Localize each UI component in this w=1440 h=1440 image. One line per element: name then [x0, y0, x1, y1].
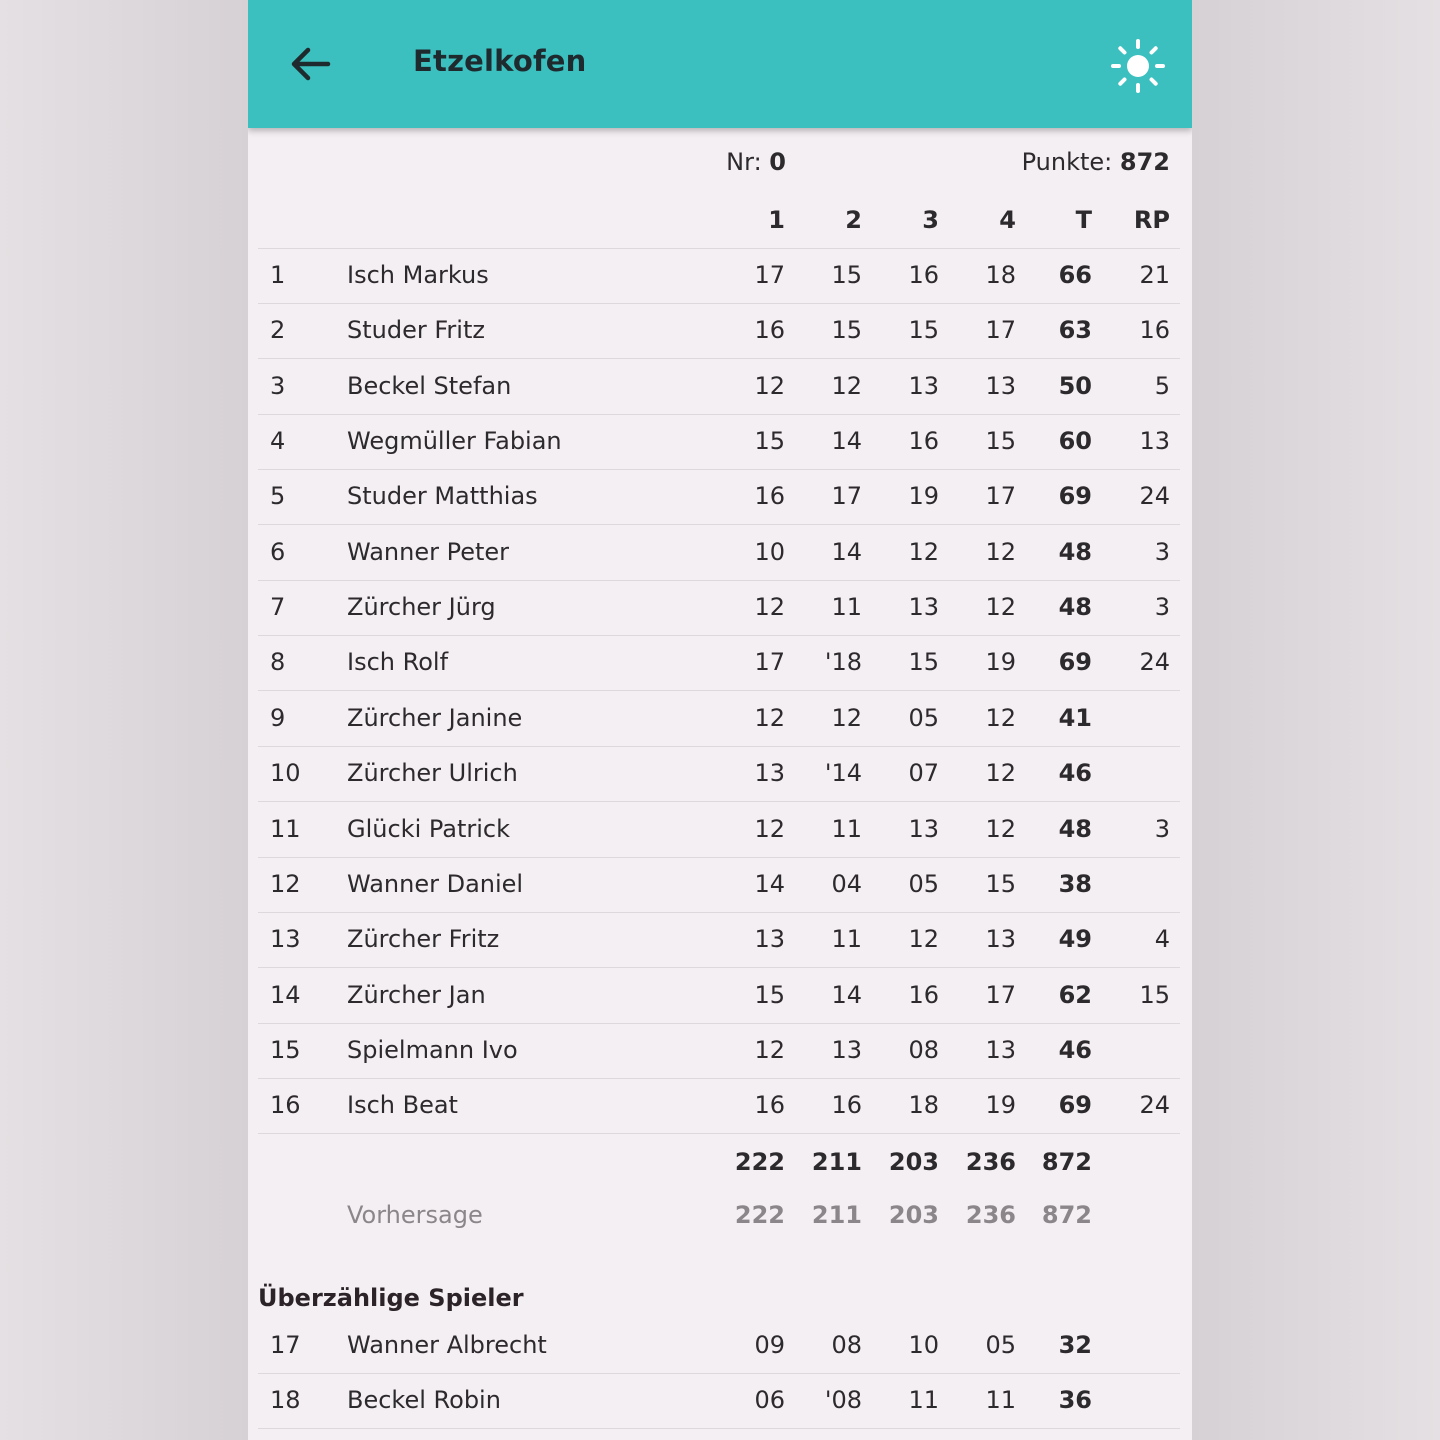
player-rank: 12	[270, 869, 301, 898]
round-2-score: 14	[831, 980, 862, 1009]
player-rank: 2	[270, 316, 286, 345]
background-left	[0, 0, 248, 1440]
round-2-score: 11	[831, 814, 862, 843]
player-rank: 7	[270, 593, 286, 622]
totals-row	[258, 1135, 1180, 1190]
nr-value: 0	[769, 148, 786, 176]
player-name: Zürcher Fritz	[347, 925, 500, 954]
round-4-score: 12	[985, 537, 1016, 566]
total-score: 69	[1058, 648, 1092, 677]
ranking-points: 4	[1154, 925, 1170, 954]
round-3-score: 19	[908, 482, 939, 511]
player-name: Zürcher Jan	[347, 980, 486, 1009]
table-row[interactable]	[258, 303, 1180, 359]
total-score: 48	[1058, 537, 1092, 566]
player-name: Wanner Peter	[347, 537, 510, 566]
total-score: 49	[1058, 925, 1092, 954]
total-round-4: 236	[965, 1148, 1016, 1176]
player-rank: 13	[270, 925, 301, 954]
round-3-score: 16	[908, 261, 939, 289]
round-1-score: 16	[754, 482, 785, 511]
punkte-label: Punkte:	[1021, 148, 1120, 176]
total-round-2: 211	[811, 1148, 862, 1176]
total-score: 69	[1058, 1091, 1092, 1120]
player-rank: 9	[270, 703, 286, 732]
round-3-score: 05	[908, 703, 939, 732]
player-rank: 15	[270, 1035, 301, 1064]
nr-summary	[726, 148, 786, 184]
round-2-score: 14	[831, 537, 862, 566]
app-screen	[248, 0, 1192, 1440]
round-4-score: 17	[985, 482, 1016, 511]
round-4-score: 18	[985, 261, 1016, 289]
extra-players-title: Überzählige Spieler	[258, 1284, 524, 1312]
column-header: RP	[1133, 206, 1170, 234]
round-1-score: 10	[754, 537, 785, 566]
player-rank: 5	[270, 482, 286, 511]
round-1-score: 12	[754, 1035, 785, 1064]
player-name: Wegmüller Fabian	[347, 427, 562, 456]
ranking-points: 3	[1154, 537, 1170, 566]
total-score: 38	[1058, 869, 1092, 898]
player-rank: 4	[270, 427, 286, 456]
round-1-score: 17	[754, 261, 785, 289]
player-rank: 10	[270, 759, 301, 788]
sun-icon	[1110, 38, 1166, 94]
nr-label: Nr:	[726, 148, 770, 176]
round-4-score: 12	[985, 703, 1016, 732]
round-2-score: 16	[831, 1091, 862, 1120]
round-4-score: 05	[985, 1331, 1016, 1359]
player-rank: 17	[270, 1331, 301, 1359]
round-3-score: 05	[908, 869, 939, 898]
punkte-summary	[1022, 148, 1170, 184]
total-score: 36	[1058, 1386, 1092, 1415]
player-name: Isch Markus	[347, 261, 489, 289]
round-1-score: 12	[754, 814, 785, 843]
table-row[interactable]	[258, 414, 1180, 470]
forecast-round-1: 222	[734, 1201, 785, 1229]
column-header: T	[1075, 206, 1092, 234]
round-4-score: 15	[985, 869, 1016, 898]
round-4-score: 19	[985, 648, 1016, 677]
round-3-score: 18	[908, 1091, 939, 1120]
round-2-score: 04	[831, 869, 862, 898]
round-1-score: 12	[754, 593, 785, 622]
round-3-score: 12	[908, 925, 939, 954]
total-round-1: 222	[734, 1148, 785, 1176]
round-1-score: 14	[754, 869, 785, 898]
round-1-score: 06	[754, 1386, 785, 1415]
table-row[interactable]	[258, 968, 1180, 1024]
player-rank: 18	[270, 1386, 301, 1415]
table-row[interactable]	[258, 746, 1180, 802]
round-2-score: '18	[824, 648, 862, 677]
round-3-score: 07	[908, 759, 939, 788]
total-score: 69	[1058, 482, 1092, 511]
ranking-points: 24	[1139, 482, 1170, 511]
round-1-score: 12	[754, 703, 785, 732]
round-2-score: '14	[824, 759, 862, 788]
ranking-points: 13	[1139, 427, 1170, 456]
total-score: 41	[1058, 703, 1092, 732]
round-2-score: 15	[831, 316, 862, 345]
total-score: 60	[1058, 427, 1092, 456]
column-header: 3	[922, 206, 939, 234]
punkte-value: 872	[1119, 148, 1170, 176]
column-header: 1	[768, 206, 785, 234]
player-name: Beckel Stefan	[347, 371, 512, 400]
forecast-label: Vorhersage	[347, 1201, 483, 1229]
round-3-score: 13	[908, 371, 939, 400]
round-4-score: 13	[985, 371, 1016, 400]
round-1-score: 15	[754, 980, 785, 1009]
back-button[interactable]	[286, 40, 334, 88]
player-name: Zürcher Ulrich	[347, 759, 518, 788]
player-name: Wanner Daniel	[347, 869, 524, 898]
theme-toggle-button[interactable]	[1110, 38, 1166, 94]
round-1-score: 16	[754, 316, 785, 345]
round-2-score: '08	[824, 1386, 862, 1415]
round-2-score: 11	[831, 593, 862, 622]
ranking-points: 21	[1139, 261, 1170, 289]
round-4-score: 15	[985, 427, 1016, 456]
app-bar	[248, 0, 1192, 128]
round-1-score: 09	[754, 1331, 785, 1359]
ranking-points: 3	[1154, 593, 1170, 622]
round-1-score: 15	[754, 427, 785, 456]
player-rank: 3	[270, 371, 286, 400]
round-1-score: 13	[754, 925, 785, 954]
table-row[interactable]	[258, 248, 1180, 304]
table-row[interactable]	[258, 525, 1180, 581]
total-score: 66	[1058, 261, 1092, 289]
total-score: 46	[1058, 759, 1092, 788]
player-rank: 6	[270, 537, 286, 566]
player-rank: 11	[270, 814, 301, 843]
table-row[interactable]	[258, 1373, 1180, 1429]
round-2-score: 12	[831, 703, 862, 732]
total-score: 32	[1058, 1331, 1092, 1359]
total-score: 48	[1058, 814, 1092, 843]
round-4-score: 17	[985, 980, 1016, 1009]
player-name: Zürcher Janine	[347, 703, 523, 732]
round-3-score: 13	[908, 593, 939, 622]
table-row[interactable]	[258, 857, 1180, 913]
ranking-points: 5	[1154, 371, 1170, 400]
table-row[interactable]	[258, 1318, 1180, 1374]
round-3-score: 13	[908, 814, 939, 843]
ranking-points: 16	[1139, 316, 1170, 345]
round-3-score: 10	[908, 1331, 939, 1359]
forecast-sum: 872	[1041, 1201, 1092, 1229]
round-2-score: 08	[831, 1331, 862, 1359]
total-score: 48	[1058, 593, 1092, 622]
ranking-points: 15	[1139, 980, 1170, 1009]
round-4-score: 12	[985, 759, 1016, 788]
round-2-score: 15	[831, 261, 862, 289]
player-name: Isch Rolf	[347, 648, 449, 677]
round-3-score: 15	[908, 316, 939, 345]
round-4-score: 19	[985, 1091, 1016, 1120]
round-2-score: 11	[831, 925, 862, 954]
total-score: 63	[1058, 316, 1092, 345]
round-1-score: 13	[754, 759, 785, 788]
table-row[interactable]	[258, 1023, 1180, 1079]
round-2-score: 13	[831, 1035, 862, 1064]
round-3-score: 12	[908, 537, 939, 566]
ranking-points: 3	[1154, 814, 1170, 843]
player-rank: 16	[270, 1091, 301, 1120]
total-sum: 872	[1041, 1148, 1092, 1176]
total-score: 62	[1058, 980, 1092, 1009]
round-4-score: 12	[985, 814, 1016, 843]
player-name: Zürcher Jürg	[347, 593, 496, 622]
forecast-round-2: 211	[811, 1201, 862, 1229]
round-3-score: 11	[908, 1386, 939, 1415]
table-row[interactable]	[258, 469, 1180, 525]
player-name: Glücki Patrick	[347, 814, 511, 843]
round-1-score: 12	[754, 371, 785, 400]
table-row[interactable]	[258, 359, 1180, 415]
total-score: 50	[1058, 371, 1092, 400]
player-rank: 8	[270, 648, 286, 677]
player-name: Studer Fritz	[347, 316, 485, 345]
forecast-row	[258, 1188, 1180, 1243]
ranking-points: 24	[1139, 648, 1170, 677]
column-header: 4	[999, 206, 1016, 234]
total-round-3: 203	[888, 1148, 939, 1176]
forecast-round-3: 203	[888, 1201, 939, 1229]
round-3-score: 16	[908, 980, 939, 1009]
round-1-score: 17	[754, 648, 785, 677]
round-2-score: 14	[831, 427, 862, 456]
player-name: Wanner Albrecht	[347, 1331, 547, 1359]
player-rank: 1	[270, 261, 286, 289]
round-2-score: 12	[831, 371, 862, 400]
table-header	[258, 193, 1180, 249]
table-row[interactable]	[258, 580, 1180, 636]
table-row[interactable]	[258, 802, 1180, 858]
page-title: Etzelkofen	[413, 44, 587, 78]
round-3-score: 16	[908, 427, 939, 456]
player-name: Beckel Robin	[347, 1386, 501, 1415]
table-row[interactable]	[258, 691, 1180, 747]
background-right	[1192, 0, 1440, 1440]
table-row[interactable]	[258, 1078, 1180, 1134]
round-4-score: 13	[985, 925, 1016, 954]
round-4-score: 17	[985, 316, 1016, 345]
total-score: 46	[1058, 1035, 1092, 1064]
player-name: Spielmann Ivo	[347, 1035, 518, 1064]
round-4-score: 12	[985, 593, 1016, 622]
table-row[interactable]	[258, 912, 1180, 968]
table-row[interactable]	[258, 635, 1180, 691]
round-4-score: 13	[985, 1035, 1016, 1064]
forecast-round-4: 236	[965, 1201, 1016, 1229]
round-1-score: 16	[754, 1091, 785, 1120]
column-header: 2	[845, 206, 862, 234]
round-4-score: 11	[985, 1386, 1016, 1415]
ranking-points: 24	[1139, 1091, 1170, 1120]
round-3-score: 08	[908, 1035, 939, 1064]
round-3-score: 15	[908, 648, 939, 677]
player-name: Isch Beat	[347, 1091, 458, 1120]
arrow-left-icon	[286, 40, 334, 88]
player-name: Studer Matthias	[347, 482, 538, 511]
player-rank: 14	[270, 980, 301, 1009]
round-2-score: 17	[831, 482, 862, 511]
